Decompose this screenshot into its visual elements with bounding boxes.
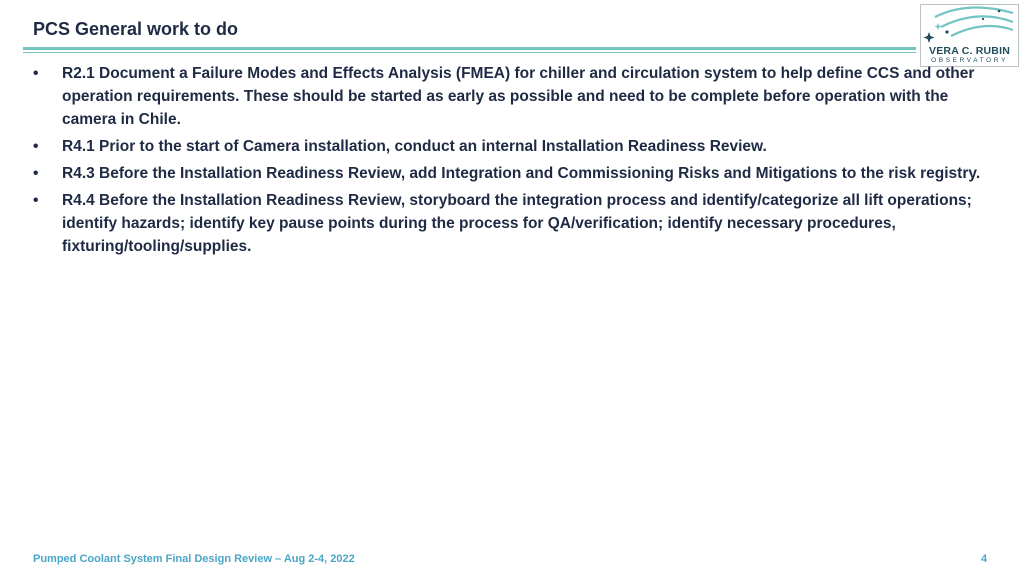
slide-title: PCS General work to do bbox=[33, 19, 239, 39]
logo-sub-text: OBSERVATORY bbox=[931, 57, 1008, 64]
bullet-marker: • bbox=[33, 65, 39, 82]
vera-rubin-logo bbox=[920, 4, 1019, 67]
page-number: 4 bbox=[981, 553, 988, 565]
bullet-text: R4.1 Prior to the start of Camera installation, conduct an internal Installation Readiness Review. bbox=[62, 138, 767, 155]
bullet-marker: • bbox=[33, 165, 39, 182]
footer-text: Pumped Coolant System Final Design Review – Aug 2-4, 2022 bbox=[33, 553, 355, 565]
bullet-marker: • bbox=[33, 192, 39, 209]
title-divider bbox=[23, 47, 916, 50]
bullet-text: R2.1 Document a Failure Modes and Effects Analysis (FMEA) for chiller and circulation system to help define CCS and other operation requirements. These should be started as early as possible and need to be complete before operation with the camera in Chile. bbox=[62, 65, 975, 128]
bullet-text: R4.4 Before the Installation Readiness Review, storyboard the integration process and identify/categorize all lift operations; identify hazards; identify key pause points during the process for QA/verification; identify necessary procedures, fixturing/tooling/supplies. bbox=[62, 192, 972, 255]
vera-rubin-logo-icon bbox=[921, 5, 1018, 45]
bullet-item bbox=[33, 162, 992, 185]
bullet-text: R4.3 Before the Installation Readiness Review, add Integration and Commissioning Risks and Mitigations to the risk registry. bbox=[62, 165, 981, 182]
logo-name-text: VERA C. RUBIN bbox=[929, 45, 1010, 57]
bullet-item bbox=[33, 135, 992, 158]
bullet-marker: • bbox=[33, 138, 39, 155]
bullet-item bbox=[33, 62, 992, 131]
bullet-list bbox=[33, 62, 992, 262]
bullet-item bbox=[33, 189, 992, 258]
title-divider-thin bbox=[23, 52, 916, 53]
